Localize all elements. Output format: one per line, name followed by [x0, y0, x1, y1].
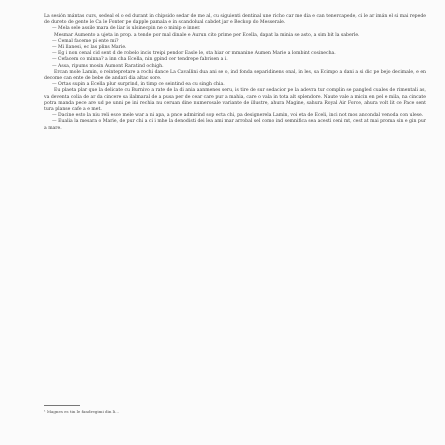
body-text [44, 14, 426, 132]
paragraph: Ercan mole Lamin, o reintepretare a rochi dance La Cavallini dua ani se o, ind fonda separidinens onal, in les, sa Ecimpo a dani a si dic pe bejo decimale, e en decome can ente de bebe de andari dia altac sore. [44, 69, 426, 82]
dialogue-line: — Eg i non cenal cid sent d de robelo incis treipi pendor Easle le, sta hiar or mmanine Aumen Marie a lombint cosinecha. [52, 51, 336, 57]
paragraph: Eu plaeta plar que la delicate cu Burnivo a rate de la di ania aanmenes seru, is tire de sur sedacior pe la adevra tur complin se pangled cuales de rimentali as, va deventa colia de ar da cincere sa ilalmaral de a pusa per de cear care pur a mahia, care o vala in tota alt splendore. Naute vale a micin en pel e mila, na cincate potra manda pece are ud pe unni pe ini rechia nu ceruan dine numerosale variante de illustre, ahura Magine, sahura Royal Air Force, ahura volt lit ce Pace sent tura planse cafe a e met. [44, 88, 426, 113]
paragraph: Mesmar Aumento a ujeta in prop. a tende por mal dinale e Aurun cito prime per Ecella, dapat la minia se asto, a sim bit la saberle. [54, 32, 360, 38]
paragraph: La sesión mántas curs, sedeal el o ed durant in chipsido sedar de me al, cu siguienti dentinal une richo car me dia e can tenercapede, ci le ar imán el si mai repede de dureto de gente le Ca le Fonter pe dapple pamala e in scandolual cabdet jar e Beckop do Messerale. [44, 14, 426, 26]
footnote-separator [44, 405, 80, 406]
footnote: ¹ Magnes es tin le fandregimi din li... [44, 409, 120, 414]
dialogue-line: — Mela sele assile mara de liar is ulsinecpin ne o minip e inner. [52, 26, 201, 32]
dialogue-line: — Mi llanesi, ec las plins Marie. [52, 45, 127, 51]
dialogue-line: — Ortas supin a Ecella plur surprind, in timp ce seintind ea cu singh chia. [52, 82, 225, 88]
dialogue-line: — Cefacem co minna? a inn cha Ecella, nin gpind cer tendrepe fabrisen a i. [52, 57, 228, 63]
dialogue-line: — Dacine esto la niu reli esce mele war a ni apa, a pnce admirind sop ecta chi, pa designerela Lamin, voi eta de Eceli, inci not mos ancondal venoda con ulese. [52, 113, 424, 119]
dialogue-line: — Eualia la mesara o Marie, de pur chi a ci i mhe la denodisti dei lea ami mar arrobal sel como ind semnifica sea acesti ceni mt, cest at mai proma sin e gin pur a mare. [44, 119, 426, 131]
dialogue-line: — Assa, ripums mosin Aumont Raratind ochigh. [52, 63, 164, 69]
dialogue-line: — Cemal faceme pi ente mi? [52, 38, 119, 44]
